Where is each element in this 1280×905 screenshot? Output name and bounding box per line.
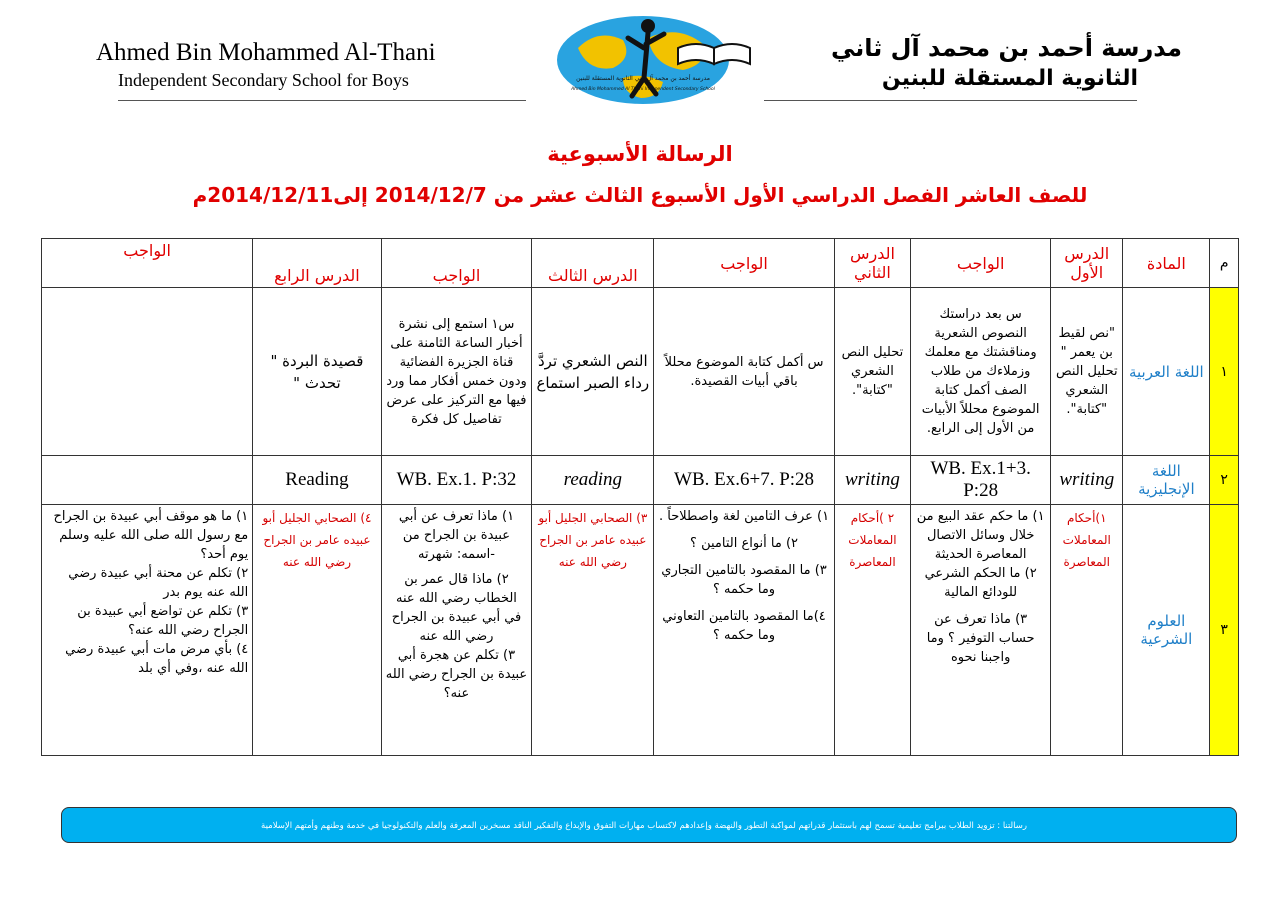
school-name-ar-line1: مدرسة أحمد بن محمد آل ثاني — [830, 34, 1182, 62]
school-name-en-line2: Independent Secondary School for Boys — [118, 70, 409, 90]
header-rule-left — [118, 100, 526, 101]
table-row — [42, 456, 1239, 505]
table-row — [42, 505, 1239, 756]
homework4-item: ١) ما هو موقف أبي عبيدة بن الجراح مع رسول الله صلى الله عليه وسلم يوم أحد؟ — [53, 509, 249, 562]
school-name-ar-line2: الثانوية المستقلة للبنين — [881, 66, 1138, 91]
header-subject: المادة — [1123, 239, 1210, 288]
lesson1-cell: writing — [1051, 456, 1123, 505]
header-hw3: الواجب — [381, 239, 532, 288]
homework1-cell: WB. Ex.1+3. P:28 — [911, 456, 1051, 505]
header-lesson2: الدرس الثاني — [834, 239, 910, 288]
homework4-cell — [42, 456, 253, 505]
lesson4-cell: قصيدة البردة " تحدث " — [253, 288, 381, 456]
row-number: ١ — [1210, 288, 1239, 456]
homework1-item: ١) ما حكم عقد البيع من خلال وسائل الاتصال المعاصرة الحديثة — [916, 509, 1045, 562]
homework3-cell: س١ استمع إلى نشرة أخبار الساعة الثامنة على قناة الجزيرة الفضائية ودون خمس أفكار مما ورد فيها مع التركيز على عرض تفاصيل كل فكرة — [381, 288, 532, 456]
lesson4-cell: Reading — [253, 456, 381, 505]
homework4-item: ٣) تكلم عن تواضع أبي عبيدة بن الجراح رضي الله عنه؟ — [77, 604, 249, 638]
homework4-item: ٢) تكلم عن محنة أبي عبيدة رضي الله عنه يوم بدر — [68, 566, 249, 600]
row-number: ٣ — [1210, 505, 1239, 756]
homework3-item: ٣) تكلم عن هجرة أبي عبيدة بن الجراح رضي الله عنه؟ — [385, 648, 528, 701]
header-lesson4: الدرس الرابع — [253, 239, 381, 288]
lesson4-cell: ٤) الصحابي الجليل أبو عبيده عامر بن الجراح رضي الله عنه — [253, 505, 381, 756]
homework2-cell: س أكمل كتابة الموضوع محللاً باقي أبيات القصيدة. — [654, 288, 834, 456]
school-name-en-line1: Ahmed Bin Mohammed Al-Thani — [96, 39, 436, 66]
school-logo-icon — [528, 8, 758, 108]
school-name-english — [96, 38, 526, 92]
header-rule-right — [764, 100, 1137, 101]
header-hw2: الواجب — [654, 239, 834, 288]
page-title: الرسالة الأسبوعية — [547, 142, 733, 166]
homework2-item: ٣) ما المقصود بالتامين التجاري وما حكمه ؟ — [661, 563, 827, 597]
lesson3-cell: ٣) الصحابي الجليل أبو عبيده عامر بن الجراح رضي الله عنه — [532, 505, 654, 756]
subject-cell: اللغة الإنجليزية — [1123, 456, 1210, 505]
mission-statement-banner: رسالتنا : تزويد الطلاب ببرامج تعليمية تسمح لهم باستثمار قدراتهم لمواكبة التطور والنهضة وإعدادهم لاكتساب مهارات التفوق والإبداع والتفكير الناقد مسخرين المعرفة والعلم والتكنولوجيا في خدمة وطنهم وأمتهم الإسلامية — [61, 807, 1237, 843]
homework1-cell: س بعد دراستك النصوص الشعرية ومناقشتك مع معلمك وزملاءك من طلاب الصف أكمل كتابة الموضوع محللاً الأبيات من الأول إلى الرابع. — [911, 288, 1051, 456]
school-name-arabic — [770, 32, 1182, 94]
lesson2-cell: writing — [834, 456, 910, 505]
header-lesson1: الدرس الأول — [1051, 239, 1123, 288]
homework1-item: ٣) ماذا تعرف عن حساب التوفير ؟ وما واجبنا نحوه — [926, 612, 1035, 665]
lesson2-cell: تحليل النص الشعري "كتابة". — [834, 288, 910, 456]
homework3-cell: WB. Ex.1. P:32 — [381, 456, 532, 505]
lesson2-cell: ٢ )أحكام المعاملات المعاصرة — [834, 505, 910, 756]
page-subtitle: للصف العاشر الفصل الدراسي الأول الأسبوع الثالث عشر من 2014/12/7 إلى2014/12/11م — [192, 183, 1088, 207]
homework4-item: ٤) بأي مرض مات أبي عبيدة رضي الله عنه ،وفي أي بلد — [65, 642, 249, 676]
homework4-cell — [42, 505, 253, 756]
homework2-cell: WB. Ex.6+7. P:28 — [654, 456, 834, 505]
table-header-row — [42, 239, 1239, 288]
weekly-plan-table — [41, 238, 1239, 756]
homework4-cell — [42, 288, 253, 456]
logo-text-en: Ahmed Bin Mohammed Al Thani Independent Secondary School — [571, 87, 715, 92]
homework3-cell — [381, 505, 532, 756]
lesson1-cell: ١)أحكام المعاملات المعاصرة — [1051, 505, 1123, 756]
homework2-item: ٢) ما أنواع التامين ؟ — [690, 536, 799, 551]
lesson1-cell: "نص لقيط بن يعمر " تحليل النص الشعري "كتابة". — [1051, 288, 1123, 456]
subject-cell: العلوم الشرعية — [1123, 505, 1210, 756]
homework1-item: ٢) ما الحكم الشرعي للودائع المالية — [924, 566, 1037, 600]
subject-cell: اللغة العربية — [1123, 288, 1210, 456]
header-hw4: الواجب — [42, 239, 253, 288]
header-lesson3: الدرس الثالث — [532, 239, 654, 288]
logo-text-ar: مدرسة أحمد بن محمد آل ثاني الثانوية المستقلة للبنين — [576, 75, 710, 82]
lesson3-cell: reading — [532, 456, 654, 505]
homework2-cell — [654, 505, 834, 756]
homework3-item: ٢) ماذا قال عمر بن الخطاب رضي الله عنه في أبي عبيدة بن الجراح رضي الله عنه — [391, 572, 522, 644]
table-row — [42, 288, 1239, 456]
header-hw1: الواجب — [911, 239, 1051, 288]
homework3-item: ١) ماذا تعرف عن أبي عبيدة بن الجراح من -اسمه: شهرته — [398, 509, 515, 562]
homework1-cell — [911, 505, 1051, 756]
lesson3-cell: النص الشعري تردَّ رداء الصبر استماع — [532, 288, 654, 456]
header-m: م — [1210, 239, 1239, 288]
homework2-item: ٤)ما المقصود بالتامين التعاوني وما حكمه ؟ — [662, 609, 826, 643]
homework2-item: ١) عرف التامين لغة واصطلاحاً . — [659, 509, 830, 524]
row-number: ٢ — [1210, 456, 1239, 505]
